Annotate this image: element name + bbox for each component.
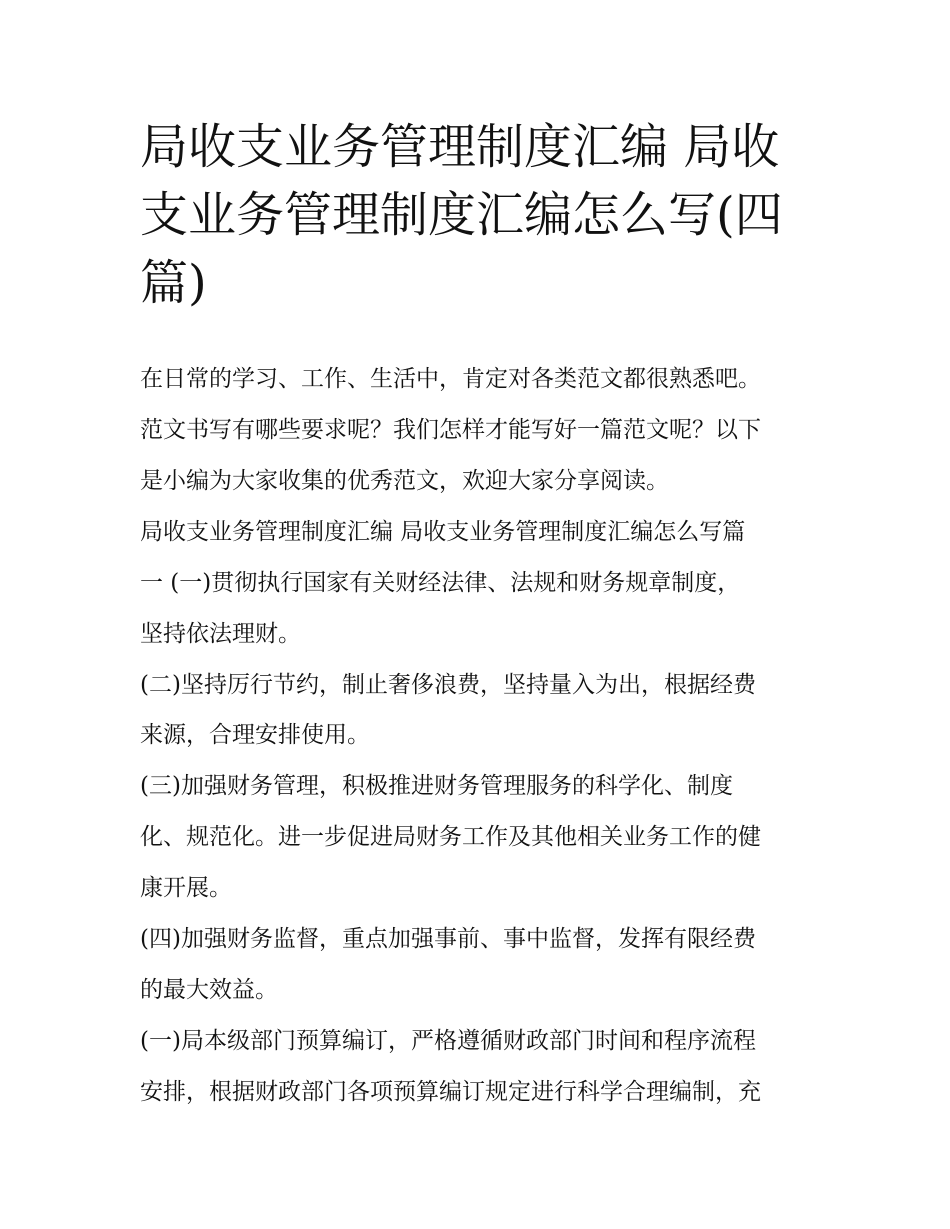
body-line: (一)局本级部门预算编订，严格遵循财政部门时间和程序流程 [140,1028,756,1054]
body-line: 化、规范化。进一步促进局财务工作及其他相关业务工作的健 [140,824,761,850]
body-line: 一 (一)贯彻执行国家有关财经法律、法规和财务规章制度， [140,570,741,596]
document-title: 局收支业务管理制度汇编 局收支业务管理制度汇编怎么写(四篇) [140,119,783,311]
body-line: 在日常的学习、工作、生活中，肯定对各类范文都很熟悉吧。 [140,366,761,392]
body-line: (二)坚持厉行节约，制止奢侈浪费，坚持量入为出，根据经费 [140,672,756,698]
body-line: (三)加强财务管理，积极推进财务管理服务的科学化、制度 [140,773,733,799]
body-line: 坚持依法理财。 [140,621,301,647]
body-line: 来源，合理安排使用。 [140,722,370,748]
body-line: 康开展。 [140,875,232,901]
body-line: 的最大效益。 [140,977,278,1003]
body-line: (四)加强财务监督，重点加强事前、事中监督，发挥有限经费 [140,926,756,952]
body-line: 安排，根据财政部门各项预算编订规定进行科学合理编制，充 [140,1079,761,1105]
body-line: 是小编为大家收集的优秀范文，欢迎大家分享阅读。 [140,468,669,494]
body-line: 局收支业务管理制度汇编 局收支业务管理制度汇编怎么写篇 [140,519,746,545]
body-line: 范文书写有哪些要求呢？我们怎样才能写好一篇范文呢？以下 [140,417,761,443]
